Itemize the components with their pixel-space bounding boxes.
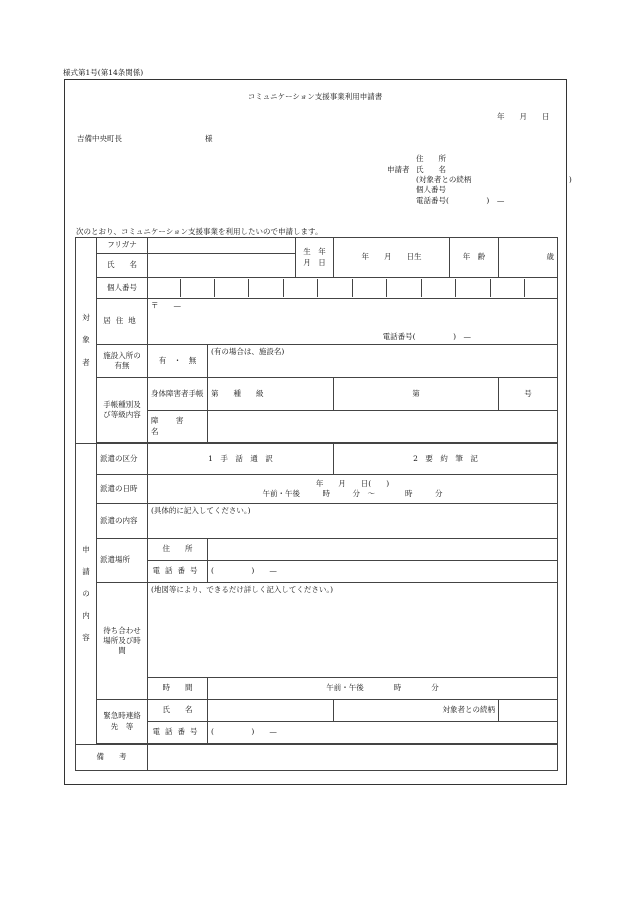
emergency-name-label: 氏 名	[148, 700, 208, 722]
form-title: コミュニケーション支援事業利用申請書	[247, 92, 383, 101]
emergency-label: 緊急時連絡先 等	[97, 700, 148, 744]
remarks-field[interactable]	[148, 745, 558, 771]
residence-label: 居住地	[97, 299, 148, 345]
handbook-class[interactable]: 第 種 級	[208, 378, 334, 411]
emergency-phone-label: 電話番号	[148, 722, 208, 744]
facility-label: 施設入所の有無	[97, 345, 148, 378]
dispatch-type-label: 派遣の区分	[97, 444, 148, 475]
request-section-label: 申 請 の 内 容	[76, 444, 97, 745]
birth-label: 生 年 月 日	[296, 238, 334, 278]
id-number-label: 個人番号	[97, 278, 148, 299]
residence-phone: 電話番号( ) —	[382, 331, 471, 341]
handbook-no-suffix: 号	[499, 378, 558, 411]
time-label: 時 間	[148, 678, 208, 700]
dispatch-place-label: 派遣場所	[97, 539, 148, 583]
place-phone-field[interactable]: ( ) —	[208, 561, 558, 583]
applicant-id[interactable]: 個人番号	[416, 185, 446, 194]
birth-value[interactable]: 年 月 日生	[334, 238, 450, 278]
applicant-relation[interactable]: (対象者との続柄 )	[416, 175, 572, 184]
handbook-no[interactable]: 第	[334, 378, 499, 411]
age-field[interactable]: 歳	[499, 238, 558, 278]
id-number-field[interactable]	[148, 278, 558, 299]
furigana-field[interactable]	[148, 238, 296, 254]
date-line[interactable]: 年 月 日	[497, 112, 550, 121]
dispatch-content-field[interactable]: (具体的に記入してください。)	[148, 504, 558, 539]
option-summary[interactable]: 2 要 約 筆 記	[334, 444, 558, 475]
residence-field[interactable]	[148, 299, 558, 345]
time-field[interactable]: 午前・午後 時 分	[208, 678, 558, 700]
applicant-phone[interactable]: 電話番号( ) —	[416, 196, 505, 205]
place-address-label: 住 所	[148, 539, 208, 561]
place-phone-label: 電話番号	[148, 561, 208, 583]
handbook-label: 手帳種別及び等級内容	[97, 378, 148, 443]
disability-field[interactable]	[208, 411, 558, 443]
emergency-relation-label: 対象者との続柄	[334, 700, 499, 722]
remarks-label: 備 考	[76, 745, 148, 771]
name-field[interactable]	[148, 254, 296, 278]
applicant-name[interactable]: 氏 名	[416, 165, 446, 174]
subject-section-label: 対 象 者	[76, 238, 97, 444]
emergency-phone-field[interactable]: ( ) —	[208, 722, 558, 744]
applicant-label: 申請者	[387, 165, 410, 174]
postal-mark: 〒 —	[151, 301, 181, 310]
facility-note[interactable]: (有の場合は、施設名)	[208, 345, 558, 378]
applicant-address[interactable]: 住 所	[416, 154, 446, 163]
option-interpretation[interactable]: 1 手 話 通 訳	[148, 444, 334, 475]
application-table	[75, 237, 558, 771]
dispatch-date-field[interactable]: 年 月 日( ) 午前・午後 時 分 ～ 時 分	[148, 475, 558, 504]
emergency-relation-field[interactable]	[499, 700, 558, 722]
furigana-label: フリガナ	[97, 238, 148, 254]
disability-label: 障 害 名	[148, 411, 208, 443]
facility-value[interactable]: 有 ・ 無	[148, 345, 208, 378]
meeting-field[interactable]: (地図等により、できるだけ詳しく記入してください。)	[148, 583, 558, 678]
form-number: 様式第1号(第14条関係)	[63, 68, 144, 77]
name-label: 氏 名	[97, 254, 148, 278]
addressee: 吉備中央町長	[77, 134, 122, 143]
dispatch-date-label: 派遣の日時	[97, 475, 148, 504]
emergency-name-field[interactable]	[208, 700, 334, 722]
place-address-field[interactable]	[208, 539, 558, 561]
honorific: 様	[205, 134, 213, 143]
age-label: 年 齢	[450, 238, 499, 278]
meeting-label: 待ち合わせ場所及び時間	[97, 583, 148, 700]
dispatch-content-label: 派遣の内容	[97, 504, 148, 539]
handbook-type: 身体障害者手帳	[148, 378, 208, 411]
intro-text: 次のとおり、コミュニケーション支援事業を利用したいので申請します。	[76, 227, 323, 236]
